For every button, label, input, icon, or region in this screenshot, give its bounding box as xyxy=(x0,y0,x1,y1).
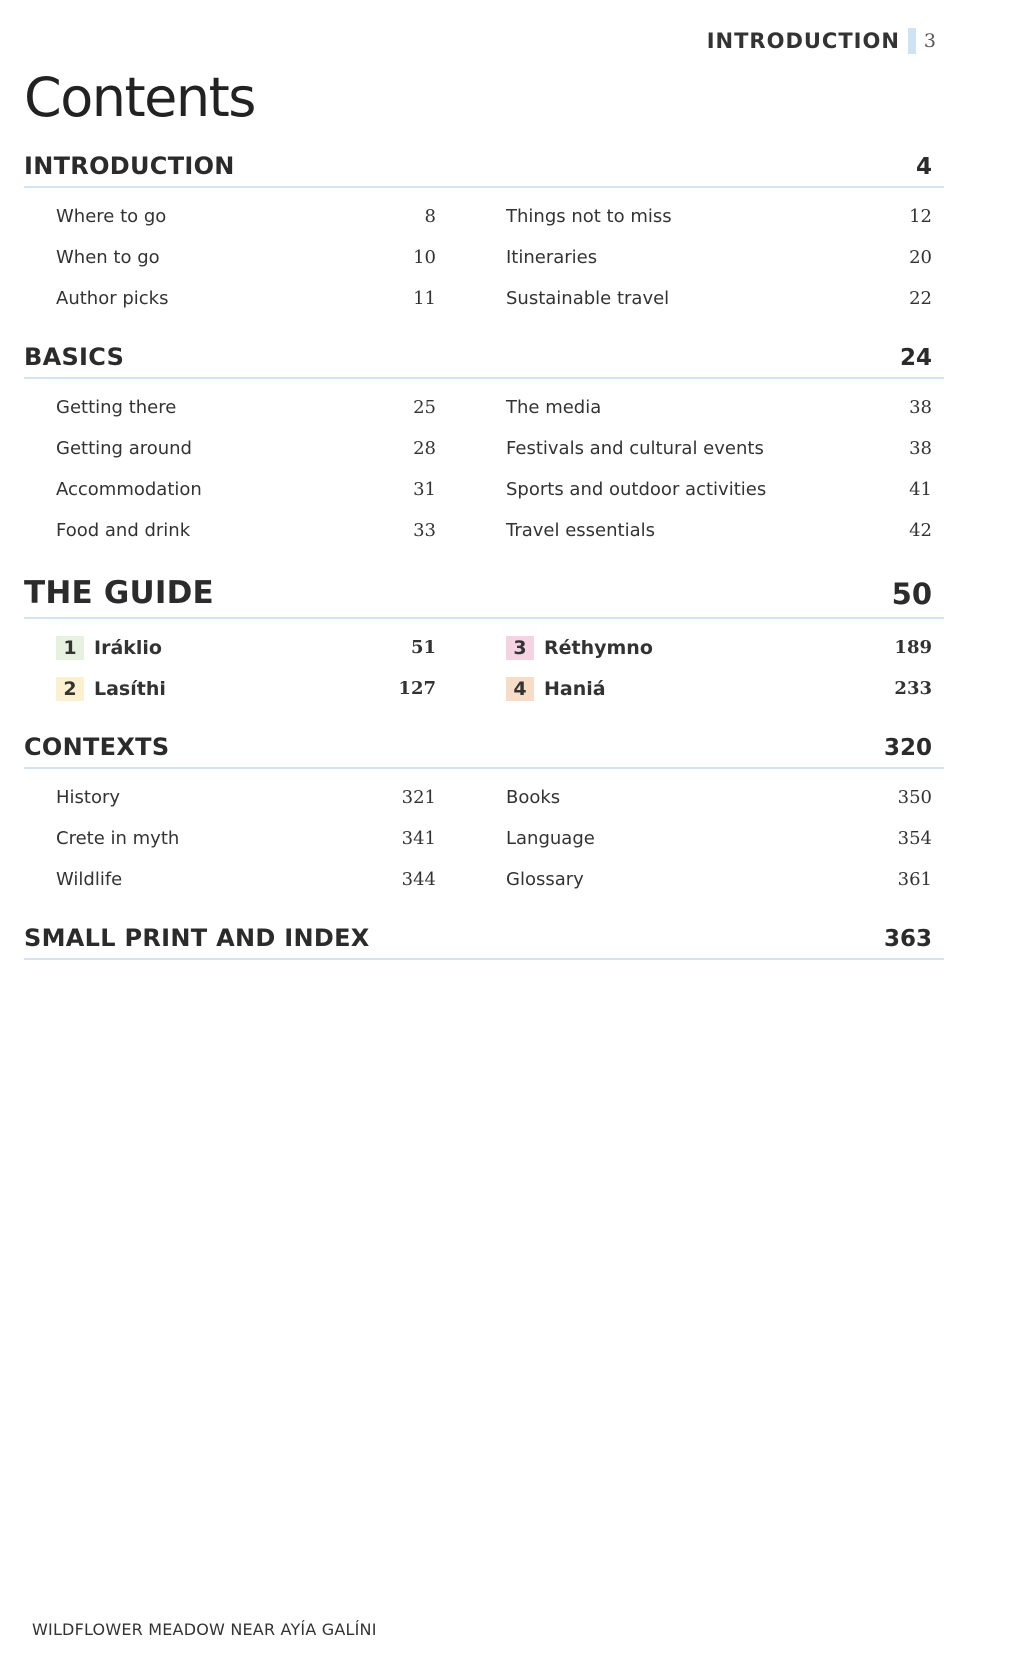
entry-page: 41 xyxy=(909,479,932,500)
section-header[interactable] xyxy=(24,733,944,769)
table-of-contents xyxy=(24,152,944,984)
toc-entry[interactable] xyxy=(484,510,944,551)
entry-page: 38 xyxy=(909,438,932,459)
toc-entry[interactable] xyxy=(484,469,944,510)
entry-page: 28 xyxy=(413,438,436,459)
entry-label: Travel essentials xyxy=(506,520,656,541)
entry-label: Haniá xyxy=(544,677,606,700)
toc-entry[interactable] xyxy=(24,428,484,469)
entry-page: 51 xyxy=(410,637,436,658)
chapter-number-badge: 1 xyxy=(56,636,84,660)
entry-label: Sustainable travel xyxy=(506,288,670,309)
toc-entry[interactable] xyxy=(484,859,944,900)
entry-label: Festivals and cultural events xyxy=(506,438,764,459)
entry-label: History xyxy=(56,787,121,808)
entry-page: 22 xyxy=(909,288,932,309)
toc-entry[interactable] xyxy=(24,196,484,237)
section-title: INTRODUCTION xyxy=(24,152,235,180)
toc-entry[interactable] xyxy=(484,818,944,859)
toc-entry[interactable] xyxy=(24,510,484,551)
section-page: 363 xyxy=(883,926,932,952)
entry-page: 233 xyxy=(894,678,932,699)
entry-page: 189 xyxy=(894,637,932,658)
entry-label: Iráklio xyxy=(94,636,162,659)
toc-entry[interactable] xyxy=(24,859,484,900)
section-guide xyxy=(24,575,944,709)
page-number: 3 xyxy=(923,30,936,52)
photo-caption: WILDFLOWER MEADOW NEAR AYÍA GALÍNI xyxy=(32,1620,377,1639)
section-title: THE GUIDE xyxy=(24,575,214,611)
entry-page: 12 xyxy=(909,206,932,227)
entry-page: 33 xyxy=(413,520,436,541)
entry-page: 350 xyxy=(897,787,932,808)
section-page: 50 xyxy=(891,577,932,611)
toc-entry[interactable] xyxy=(484,237,944,278)
entry-label: Accommodation xyxy=(56,479,202,500)
entry-label: Glossary xyxy=(506,869,584,890)
entry-page: 11 xyxy=(413,288,436,309)
toc-entry[interactable] xyxy=(24,469,484,510)
section-page: 320 xyxy=(883,735,932,761)
entry-label: Itineraries xyxy=(506,247,598,268)
toc-entry[interactable] xyxy=(24,278,484,319)
running-header-bar xyxy=(908,28,916,54)
entry-label: Réthymno xyxy=(544,636,653,659)
entry-label: Lasíthi xyxy=(94,677,166,700)
toc-entry[interactable] xyxy=(484,278,944,319)
chapter-entry[interactable] xyxy=(484,627,944,668)
section-header[interactable] xyxy=(24,152,944,188)
section-header[interactable] xyxy=(24,924,944,960)
entry-label: Sports and outdoor activities xyxy=(506,479,767,500)
section-title: BASICS xyxy=(24,343,125,371)
entry-label: Author picks xyxy=(56,288,169,309)
entry-label: Food and drink xyxy=(56,520,191,541)
entry-page: 321 xyxy=(401,787,436,808)
toc-entry[interactable] xyxy=(484,196,944,237)
toc-entry[interactable] xyxy=(24,237,484,278)
entry-label: Where to go xyxy=(56,206,167,227)
entry-page: 25 xyxy=(413,397,436,418)
chapter-entry[interactable] xyxy=(484,668,944,709)
entry-label: Crete in myth xyxy=(56,828,180,849)
page-title: Contents xyxy=(24,66,255,129)
chapter-entry[interactable] xyxy=(24,668,484,709)
section-title: SMALL PRINT AND INDEX xyxy=(24,924,370,952)
section-header[interactable] xyxy=(24,343,944,379)
toc-entry[interactable] xyxy=(24,387,484,428)
entry-page: 344 xyxy=(401,869,436,890)
running-header-title: INTRODUCTION xyxy=(706,29,900,53)
toc-entry[interactable] xyxy=(24,818,484,859)
section-page: 4 xyxy=(915,154,932,180)
entry-page: 42 xyxy=(909,520,932,541)
section-page: 24 xyxy=(899,345,932,371)
entry-page: 127 xyxy=(398,678,436,699)
entry-label: Books xyxy=(506,787,561,808)
entry-page: 38 xyxy=(909,397,932,418)
toc-entry[interactable] xyxy=(484,387,944,428)
entry-page: 341 xyxy=(401,828,436,849)
entry-label: Getting around xyxy=(56,438,192,459)
entry-label: Things not to miss xyxy=(506,206,672,227)
entry-label: Getting there xyxy=(56,397,177,418)
entry-label: When to go xyxy=(56,247,160,268)
entry-page: 20 xyxy=(909,247,932,268)
entry-page: 361 xyxy=(897,869,932,890)
entry-page: 31 xyxy=(413,479,436,500)
section-contexts xyxy=(24,733,944,900)
entry-page: 8 xyxy=(424,206,436,227)
chapter-number-badge: 3 xyxy=(506,636,534,660)
entry-label: Wildlife xyxy=(56,869,123,890)
toc-entry[interactable] xyxy=(484,777,944,818)
entry-label: The media xyxy=(506,397,602,418)
chapter-number-badge: 4 xyxy=(506,677,534,701)
entry-label: Language xyxy=(506,828,595,849)
entry-page: 354 xyxy=(897,828,932,849)
running-header xyxy=(707,28,936,54)
chapter-entry[interactable] xyxy=(24,627,484,668)
section-basics xyxy=(24,343,944,551)
section-small-print xyxy=(24,924,944,960)
section-header[interactable] xyxy=(24,575,944,619)
section-introduction xyxy=(24,152,944,319)
chapter-number-badge: 2 xyxy=(56,677,84,701)
toc-entry[interactable] xyxy=(484,428,944,469)
section-title: CONTEXTS xyxy=(24,733,170,761)
toc-entry[interactable] xyxy=(24,777,484,818)
entry-page: 10 xyxy=(413,247,436,268)
